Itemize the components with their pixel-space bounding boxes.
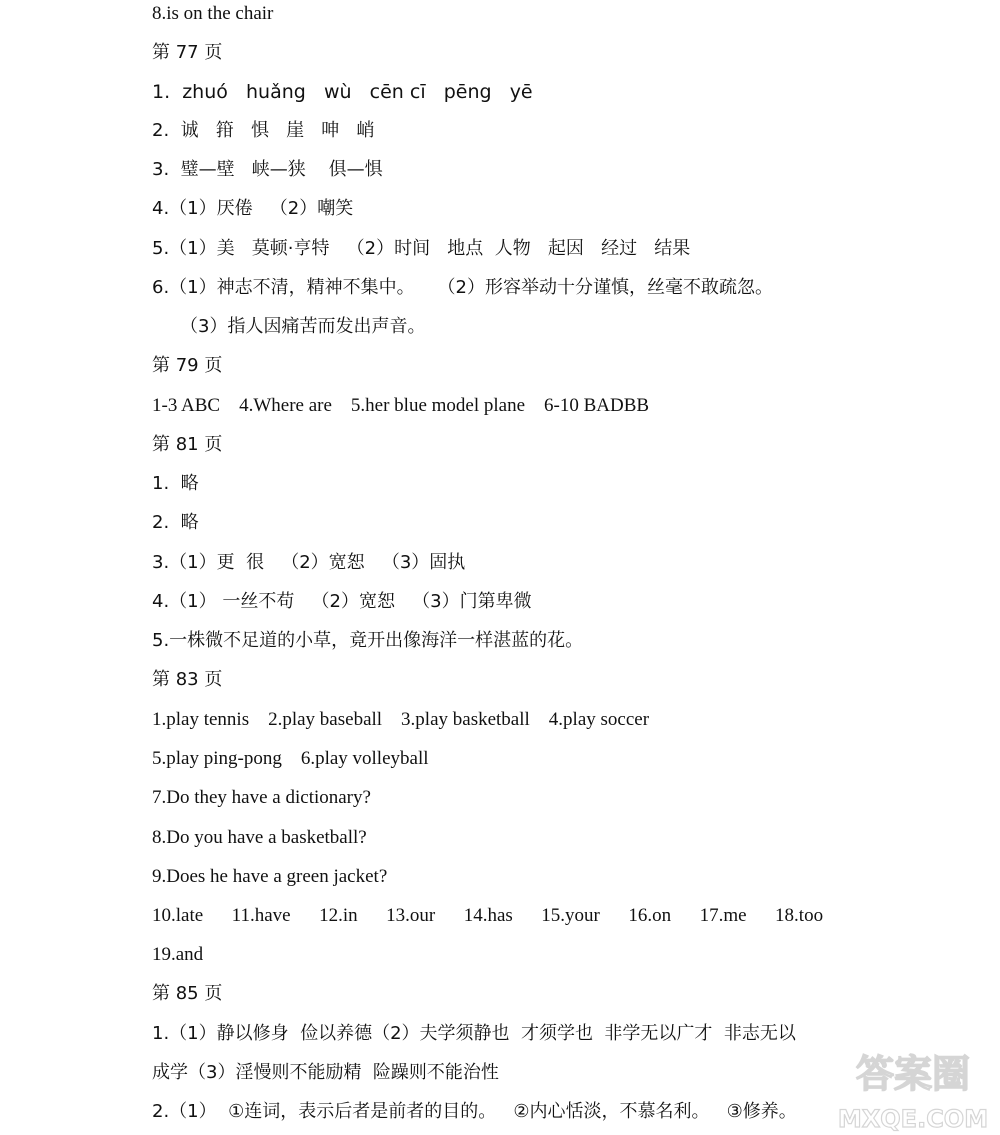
answer-line-6-cont: （3）指人因痛苦而发出声音。 bbox=[180, 316, 426, 337]
answer-line-5: 5.（1）美 莫顿·亨特 （2）时间 地点 人物 起因 经过 结果 bbox=[152, 238, 691, 259]
answer-line-81-3: 3.（1）更 很 （2）宽恕 （3）固执 bbox=[152, 552, 466, 573]
page-heading-85: 第 85 页 bbox=[152, 983, 223, 1004]
answer-line-83-1: 1.play tennis 2.play baseball 3.play basketball 4.play soccer bbox=[152, 709, 650, 730]
answer-line-83-10: 10.late 11.have 12.in 13.our 14.has 15.your 16.on 17.me 18.too bbox=[152, 905, 824, 926]
answer-line-83-8: 8.Do you have a basketball? bbox=[152, 827, 367, 848]
answer-line-83-19: 19.and bbox=[152, 944, 204, 965]
page-heading-77: 第 77 页 bbox=[152, 42, 223, 63]
answer-line-pinyin: 1. zhuó huǎng wù cēn cī pēng yē bbox=[152, 81, 533, 103]
answer-line-3-pairs: 3. 璧—壁 峡—狭 俱—惧 bbox=[152, 159, 383, 180]
page-heading-83: 第 83 页 bbox=[152, 669, 223, 690]
answer-line-85-1: 1.（1）静以修身 俭以养德（2）夫学须静也 才须学也 非学无以广才 非志无以 bbox=[152, 1023, 796, 1044]
answer-line-81-4: 4.（1） 一丝不苟 （2）宽恕 （3）门第卑微 bbox=[152, 591, 532, 612]
answer-line-81-1: 1. 略 bbox=[152, 473, 199, 494]
answer-line-83-7: 7.Do they have a dictionary? bbox=[152, 787, 371, 808]
answer-line-83-5: 5.play ping-pong 6.play volleyball bbox=[152, 748, 429, 769]
page-heading-81: 第 81 页 bbox=[152, 434, 223, 455]
answer-line-6: 6.（1）神志不清，精神不集中。 （2）形容举动十分谨慎，丝毫不敢疏忽。 bbox=[152, 277, 773, 298]
answer-line-79: 1-3 ABC 4.Where are 5.her blue model plane 6-10 BADBB bbox=[152, 395, 650, 416]
answer-line-4: 4.（1）厌倦 （2）嘲笑 bbox=[152, 198, 354, 219]
answer-line-81-2: 2. 略 bbox=[152, 512, 199, 533]
watermark-text-top: 答案圈 bbox=[855, 1052, 971, 1096]
answer-line-81-5: 5.一株微不足道的小草，竟开出像海洋一样湛蓝的花。 bbox=[152, 630, 584, 651]
watermark-logo bbox=[828, 1035, 998, 1135]
watermark-text-bottom: MXQE.COM bbox=[837, 1105, 989, 1133]
answer-line-2-chars: 2. 诚 箝 惧 崖 呻 峭 bbox=[152, 120, 375, 141]
answer-line-8-chair: 8.is on the chair bbox=[152, 3, 274, 24]
page-heading-79: 第 79 页 bbox=[152, 355, 223, 376]
answer-line-85-1-cont: 成学（3）淫慢则不能励精 险躁则不能治性 bbox=[152, 1062, 499, 1083]
answer-line-83-9: 9.Does he have a green jacket? bbox=[152, 866, 388, 887]
answer-line-85-2: 2.（1） ①连词，表示后者是前者的目的。 ②内心恬淡，不慕名利。 ③修养。 bbox=[152, 1101, 797, 1122]
